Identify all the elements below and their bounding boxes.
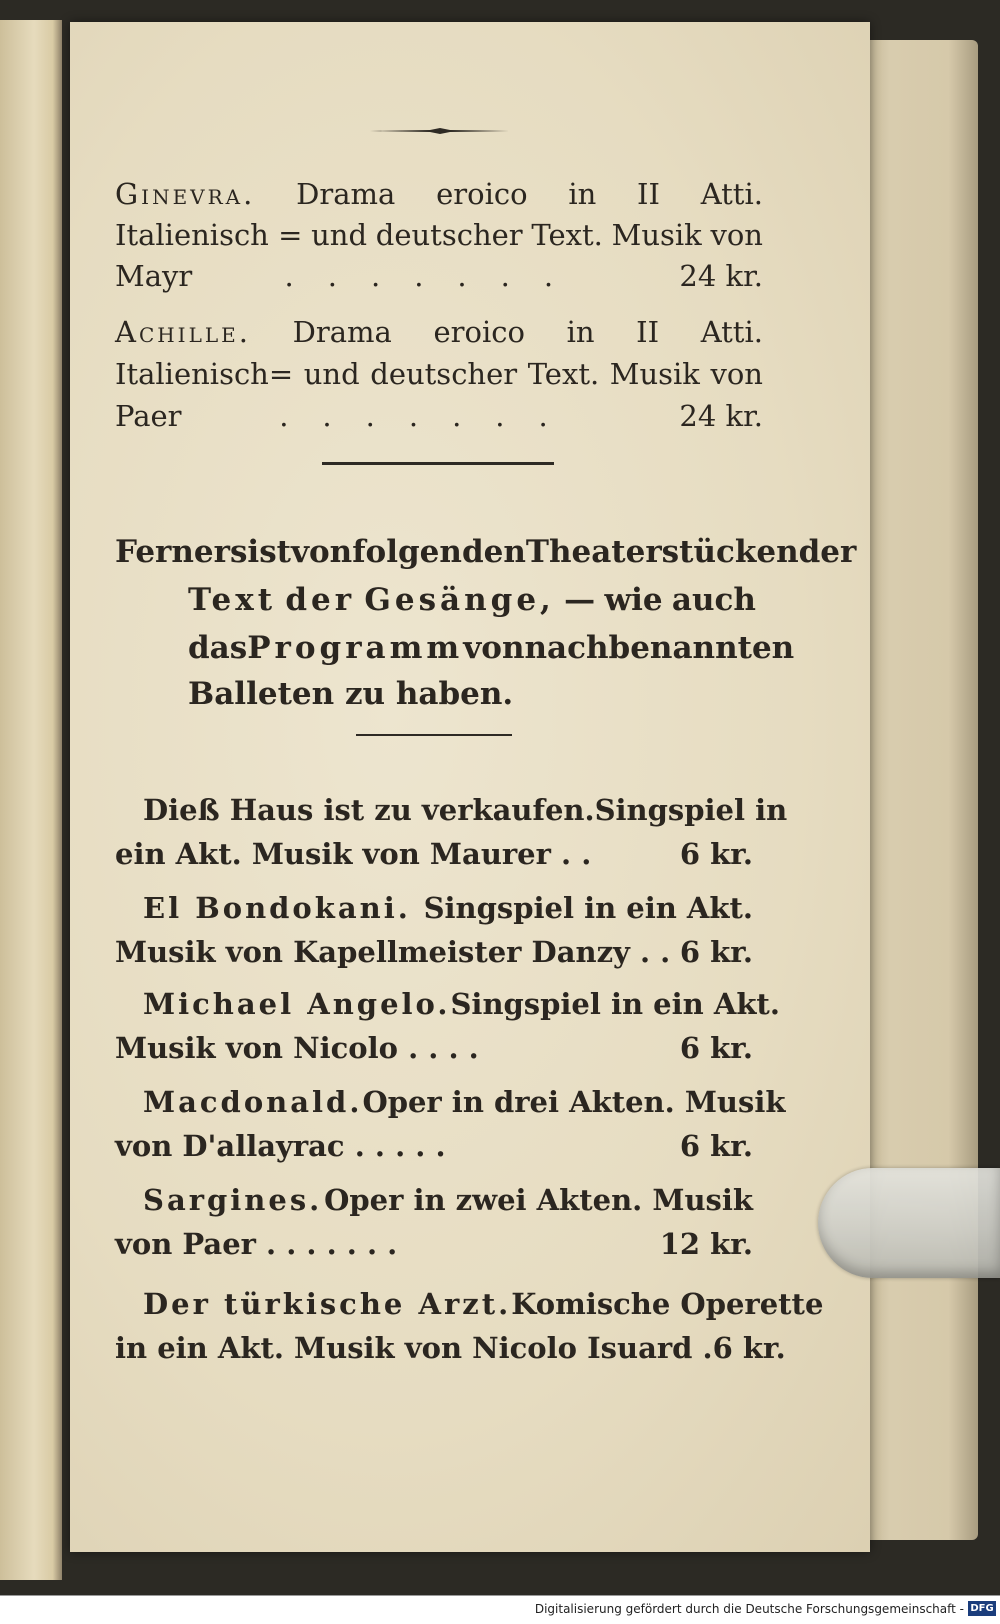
word: von xyxy=(710,218,763,252)
book-cover-edge xyxy=(860,40,978,1540)
entry-credit: von D'allayrac . . . . . xyxy=(115,1129,446,1163)
word: eroico xyxy=(433,315,525,349)
word: deutscher xyxy=(375,218,523,252)
word: II xyxy=(636,315,660,349)
price: 6 kr. xyxy=(679,1129,753,1163)
entry-title: Macdonald. xyxy=(143,1085,363,1119)
ginevra-line2 xyxy=(115,215,763,255)
entry-credit: Musik von Nicolo . . . . xyxy=(115,1031,479,1065)
entry-arzt-line2 xyxy=(115,1328,786,1368)
ginevra-title: Ginevra. xyxy=(115,177,256,211)
word: nachbenannten xyxy=(524,630,795,666)
entry-title: Der türkische Arzt. xyxy=(143,1287,512,1321)
entry-sargines-line1 xyxy=(115,1180,753,1220)
word: Musik xyxy=(611,218,702,252)
ginevra-line1 xyxy=(115,174,763,214)
entry-desc: Singspiel in ein Akt. xyxy=(450,987,780,1021)
word: von xyxy=(290,534,353,570)
composer-name: Paer xyxy=(115,399,182,433)
entry-title: Dieß Haus ist zu verkaufen. xyxy=(143,793,595,827)
price: 6 kr. xyxy=(712,1331,786,1365)
dot-leader: ....... xyxy=(279,399,582,433)
entry-title: Sargines. xyxy=(143,1183,323,1217)
entry-title: El Bondokani. xyxy=(143,891,411,925)
ornament-rule xyxy=(370,128,510,134)
achille-line1 xyxy=(115,312,763,352)
word: Text xyxy=(188,582,277,618)
word: Programm xyxy=(247,630,464,666)
price: 6 kr. xyxy=(679,837,753,871)
word: folgenden xyxy=(352,534,526,570)
word: das xyxy=(188,630,248,666)
price: 6 kr. xyxy=(679,935,753,969)
entry-bondokani-line2 xyxy=(115,932,753,972)
digitization-footer xyxy=(0,1595,1000,1624)
price: 24 kr. xyxy=(679,399,763,433)
word: in xyxy=(566,315,595,349)
word: Italienisch = xyxy=(115,218,303,252)
composer-name: Mayr xyxy=(115,259,193,293)
word: und xyxy=(303,357,360,391)
word: von xyxy=(463,630,525,666)
notice-line2 xyxy=(188,578,756,622)
word: ist xyxy=(247,534,291,570)
word: von xyxy=(710,357,763,391)
price: 6 kr. xyxy=(679,1031,753,1065)
dfg-logo: DFG xyxy=(968,1601,996,1616)
word: der xyxy=(285,582,356,618)
word: Italienisch= xyxy=(115,357,294,391)
achille-line2 xyxy=(115,354,763,394)
entry-desc: Singspiel in xyxy=(594,793,788,827)
achille-line3 xyxy=(115,396,763,436)
notice-line4 xyxy=(188,672,513,716)
entry-haus-line1 xyxy=(115,790,788,830)
entry-haus-line2 xyxy=(115,834,753,874)
word: Drama xyxy=(292,315,392,349)
entry-macdonald-line1 xyxy=(115,1082,786,1122)
notice-line4-text: Balleten zu haben. xyxy=(188,676,514,712)
word: deutscher xyxy=(370,357,518,391)
entry-arzt-line1 xyxy=(115,1284,824,1324)
entry-bondokani-line1 xyxy=(115,888,753,928)
word: Theaterstücken xyxy=(525,534,799,570)
notice-line1 xyxy=(115,530,857,574)
word: Ferners xyxy=(115,534,248,570)
word: Text. xyxy=(531,218,603,252)
entry-angelo-line2 xyxy=(115,1028,753,1068)
entry-credit: ein Akt. Musik von Maurer . . xyxy=(115,837,592,871)
entry-macdonald-line2 xyxy=(115,1126,753,1166)
dot-leader: ....... xyxy=(284,259,588,293)
entry-desc: Oper in zwei Akten. Musik xyxy=(324,1183,753,1217)
word: auch xyxy=(671,582,756,618)
page-clip xyxy=(818,1168,1000,1278)
word: — xyxy=(564,582,596,618)
word: Musik xyxy=(609,357,700,391)
entry-title: Michael Angelo. xyxy=(143,987,451,1021)
entry-sargines-line2 xyxy=(115,1224,753,1264)
entry-desc: Komische Operette xyxy=(511,1287,824,1321)
footer-credit: Digitalisierung gefördert durch die Deutsche Forschungsgemeinschaft - xyxy=(534,1602,964,1616)
left-page-edge xyxy=(0,20,62,1580)
notice-line3 xyxy=(188,626,795,670)
word: Atti. xyxy=(700,315,763,349)
word: Gesänge, xyxy=(364,582,555,618)
entry-desc: Singspiel in ein Akt. xyxy=(423,891,753,925)
entry-angelo-line1 xyxy=(115,984,780,1024)
entry-credit: in ein Akt. Musik von Nicolo Isuard . xyxy=(115,1331,713,1365)
word: Atti. xyxy=(700,177,763,211)
section-rule xyxy=(322,462,554,465)
word: wie xyxy=(604,582,663,618)
entry-credit: Musik von Kapellmeister Danzy . . xyxy=(115,935,671,969)
price: 12 kr. xyxy=(659,1227,753,1261)
achille-title: Achille. xyxy=(115,315,251,349)
word: eroico xyxy=(436,177,528,211)
entry-desc: Oper in drei Akten. Musik xyxy=(362,1085,786,1119)
word: Drama xyxy=(296,177,396,211)
word: Text. xyxy=(527,357,600,391)
word: in xyxy=(568,177,597,211)
word: II xyxy=(637,177,660,211)
section-rule-2 xyxy=(356,734,512,736)
ginevra-line3 xyxy=(115,256,763,296)
entry-credit: von Paer . . . . . . . xyxy=(115,1227,398,1261)
price: 24 kr. xyxy=(679,259,763,293)
word: und xyxy=(311,218,368,252)
word: der xyxy=(798,534,857,570)
